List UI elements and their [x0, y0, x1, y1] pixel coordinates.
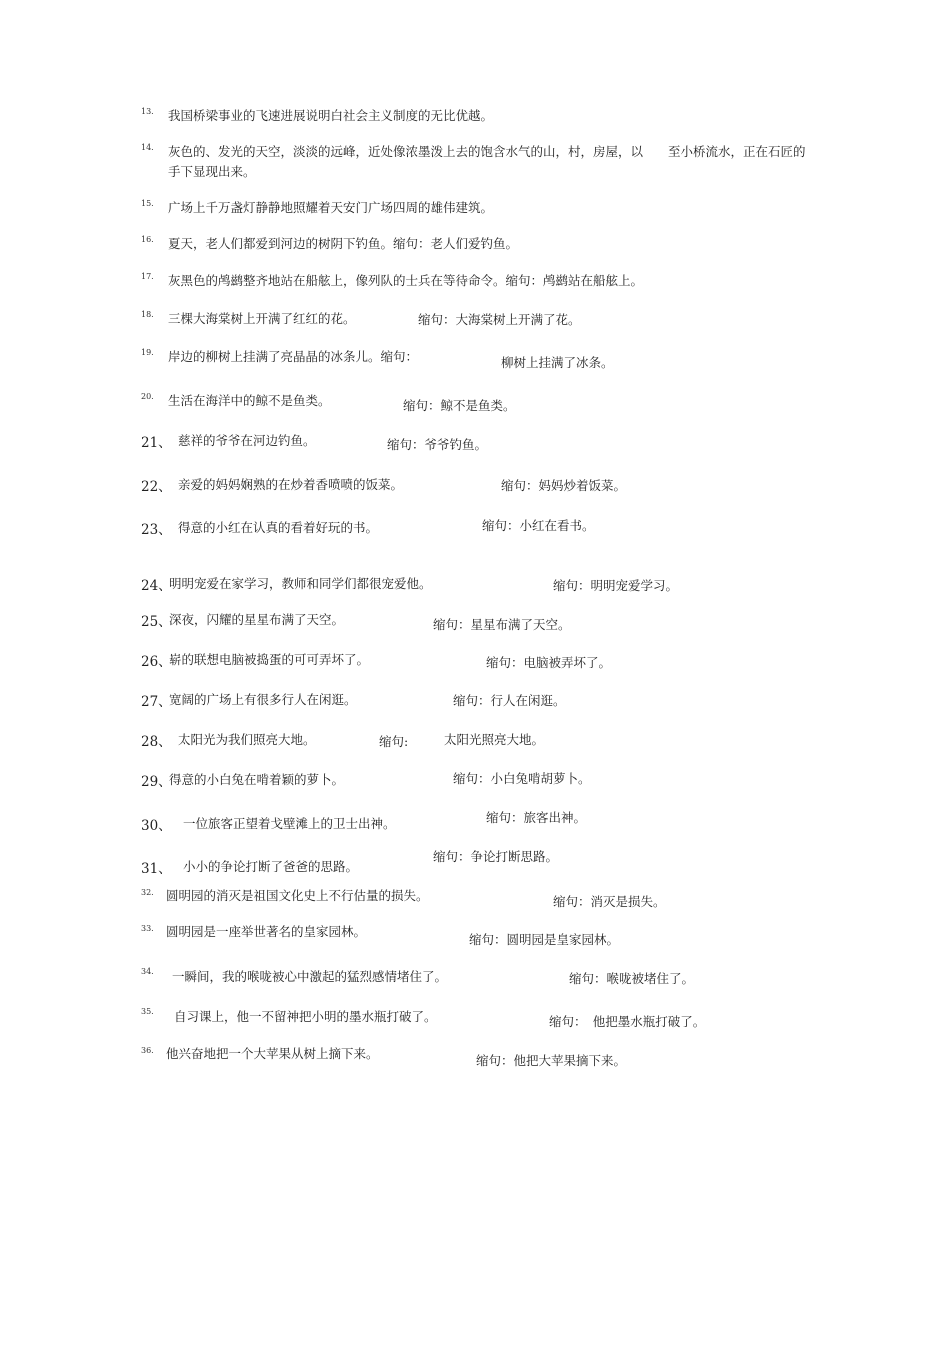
answer-text: 缩句：小白兔啃胡萝卜。 [453, 771, 591, 786]
item-number: 25、 [141, 614, 172, 630]
answer-label: 缩句: [379, 734, 409, 749]
item-number: 14. [141, 143, 154, 152]
answer-text: 缩句： 他把墨水瓶打破了。 [549, 1014, 706, 1029]
answer-text: 缩句：消灭是损失。 [553, 894, 666, 909]
sentence-text: 夏天，老人们都爱到河边的树阴下钓鱼。缩句：老人们爱钓鱼。 [168, 236, 519, 251]
sentence-text: 一瞬间，我的喉咙被心中激起的猛烈感情堵住了。 [172, 969, 448, 984]
sentence-text: 我国桥梁事业的飞速进展说明白社会主义制度的无比优越。 [168, 108, 494, 123]
sentence-text: 明明宠爱在家学习，教师和同学们都很宠爱他。 [169, 576, 432, 591]
item-number: 32. [141, 888, 154, 897]
sentence-text: 自习课上，他一不留神把小明的墨水瓶打破了。 [174, 1009, 437, 1024]
item-number: 13. [141, 107, 154, 116]
answer-text: 缩句：圆明园是皇家园林。 [469, 932, 620, 947]
sentence-text: 亲爱的妈妈娴熟的在炒着香喷喷的饭菜。 [178, 477, 404, 492]
item-number: 36. [141, 1046, 154, 1055]
answer-text: 缩句：小红在看书。 [482, 518, 595, 533]
sentence-text: 得意的小红在认真的看着好玩的书。 [178, 520, 379, 535]
item-number: 31、 [141, 861, 172, 877]
sentence-text: 灰黑色的鸬鹚整齐地站在船舷上，像列队的士兵在等待命令。缩句：鸬鹚站在船舷上。 [168, 273, 644, 288]
item-number: 22、 [141, 479, 172, 495]
sentence-text: 小小的争论打断了爸爸的思路。 [183, 859, 359, 874]
sentence-text: 三棵大海棠树上开满了红红的花。 [168, 311, 356, 326]
answer-text: 太阳光照亮大地。 [444, 732, 545, 747]
item-number: 27、 [141, 694, 172, 710]
sentence-text: 深夜，闪耀的星星布满了天空。 [169, 612, 345, 627]
sentence-text: 太阳光为我们照亮大地。 [178, 732, 316, 747]
sentence-text: 崭的联想电脑被捣蛋的可可弄坏了。 [169, 652, 370, 667]
sentence-text: 他兴奋地把一个大苹果从树上摘下来。 [166, 1046, 379, 1061]
answer-text: 缩句：争论打断思路。 [433, 849, 559, 864]
item-number: 20. [141, 392, 154, 401]
item-number: 30、 [141, 818, 172, 834]
item-number: 28、 [141, 734, 172, 750]
answer-text: 缩句：妈妈炒着饭菜。 [501, 478, 627, 493]
item-number: 21、 [141, 435, 172, 451]
sentence-text: 广场上千万盏灯静静地照耀着天安门广场四周的雄伟建筑。 [168, 200, 494, 215]
sentence-text: 慈祥的爷爷在河边钓鱼。 [178, 433, 316, 448]
answer-text: 缩句：爷爷钓鱼。 [387, 437, 488, 452]
sentence-text: 一位旅客正望着戈壁滩上的卫士出神。 [183, 816, 396, 831]
sentence-text: 岸边的柳树上挂满了亮晶晶的冰条儿。缩句： [168, 349, 419, 364]
answer-text: 缩句：大海棠树上开满了花。 [418, 312, 581, 327]
answer-text: 缩句：明明宠爱学习。 [553, 578, 679, 593]
answer-text: 缩句：他把大苹果摘下来。 [476, 1053, 627, 1068]
item-number: 18. [141, 310, 154, 319]
answer-text: 缩句：行人在闲逛。 [453, 693, 566, 708]
sentence-text: 宽阔的广场上有很多行人在闲逛。 [169, 692, 357, 707]
item-number: 26、 [141, 654, 172, 670]
item-number: 35. [141, 1007, 154, 1016]
sentence-text: 圆明园是一座举世著名的皇家园林。 [166, 924, 367, 939]
item-number: 24、 [141, 578, 172, 594]
answer-text: 缩句：旅客出神。 [486, 810, 587, 825]
item-number: 23、 [141, 522, 172, 538]
item-number: 19. [141, 348, 154, 357]
sentence-text: 得意的小白兔在啃着颖的萝卜。 [169, 772, 345, 787]
answer-text: 缩句：星星布满了天空。 [433, 617, 571, 632]
item-number: 33. [141, 924, 154, 933]
answer-text: 柳树上挂满了冰条。 [501, 355, 614, 370]
answer-text: 缩句：鲸不是鱼类。 [403, 398, 516, 413]
sentence-text: 圆明园的消灭是祖国文化史上不行估量的损失。 [166, 888, 429, 903]
sentence-text: 灰色的、发光的天空，淡淡的远峰，近处像浓墨泼上去的饱含水气的山，村，房屋，以 至小桥流水，正在石匠的手下显现出来。 [168, 144, 806, 179]
answer-text: 缩句：电脑被弄坏了。 [486, 655, 612, 670]
item-number: 34. [141, 967, 154, 976]
answer-text: 缩句：喉咙被堵住了。 [569, 971, 695, 986]
item-number: 17. [141, 272, 154, 281]
item-number: 15. [141, 199, 154, 208]
item-number: 16. [141, 235, 154, 244]
sentence-text: 生活在海洋中的鲸不是鱼类。 [168, 393, 331, 408]
item-number: 29、 [141, 774, 172, 790]
